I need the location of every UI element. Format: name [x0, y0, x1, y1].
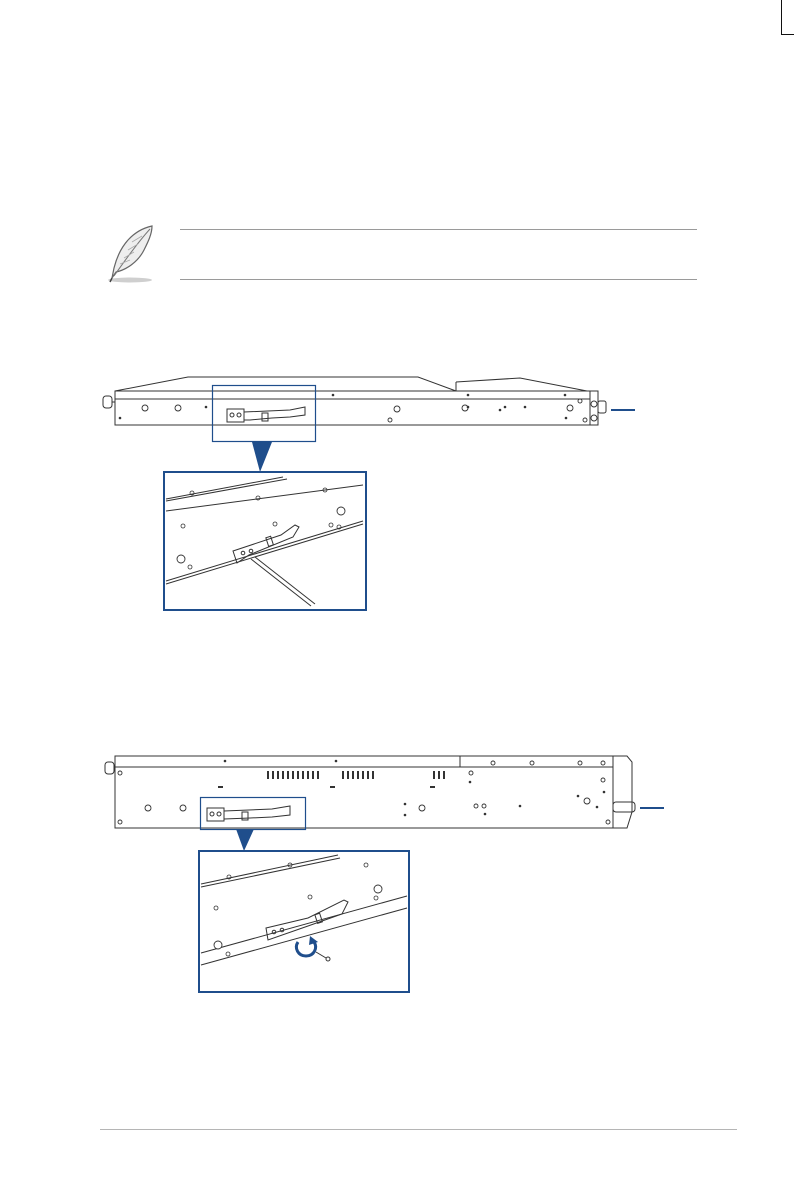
chassis-side-view-bottom — [100, 752, 640, 830]
chassis-side-view-top — [100, 374, 640, 434]
note-bottom-rule — [180, 279, 697, 280]
feather-quill-icon — [102, 222, 162, 284]
callout-leader-top — [611, 408, 637, 412]
footer-rule — [100, 1129, 737, 1130]
crop-mark-horizontal — [781, 34, 794, 35]
detail-inset-screw-removal — [198, 850, 410, 993]
crop-mark-vertical — [781, 0, 782, 34]
detail-inset-screwdriver — [163, 471, 367, 611]
note-top-rule — [180, 229, 697, 230]
zoom-highlight-top — [212, 385, 316, 445]
zoom-pointer-bottom — [236, 829, 254, 851]
zoom-pointer-top — [252, 442, 272, 472]
zoom-highlight-bottom — [200, 797, 306, 831]
callout-leader-bottom — [640, 806, 666, 810]
